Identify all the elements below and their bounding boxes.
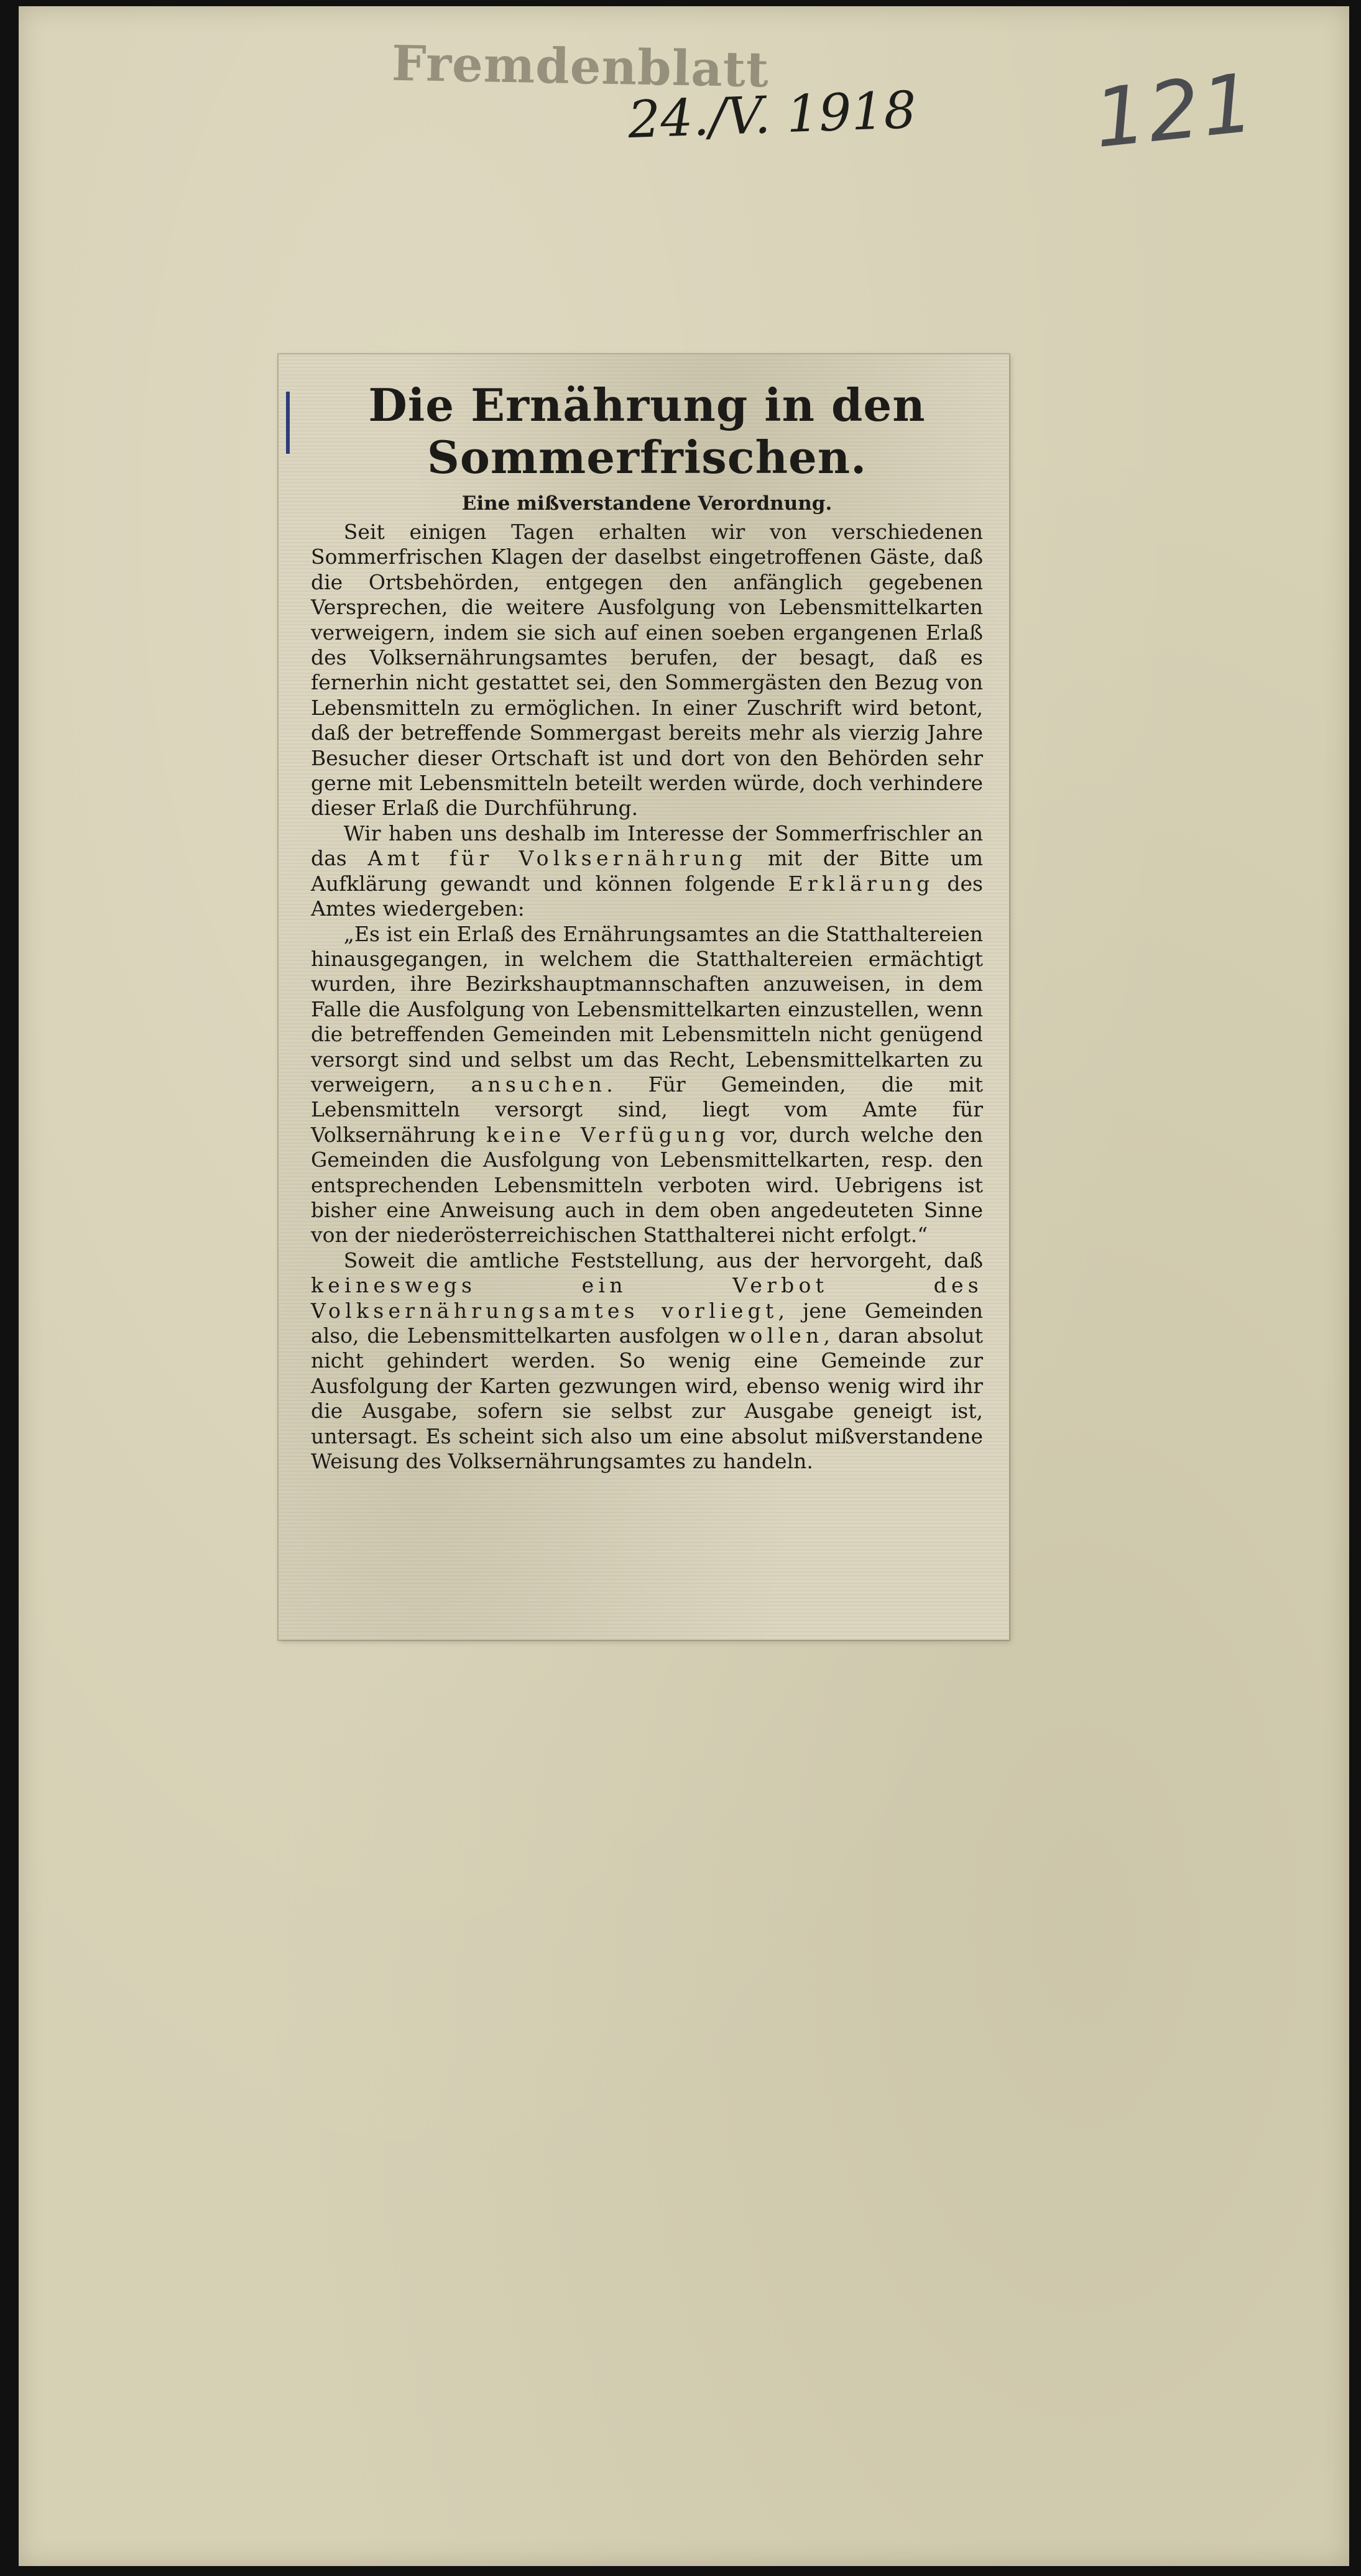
emphasis-text: ansuchen xyxy=(471,1072,607,1097)
article-paragraph xyxy=(311,1248,983,1474)
emphasis-text: keine Verfügung xyxy=(486,1122,730,1147)
article-subheadline: Eine mißverstandene Verordnung. xyxy=(461,492,833,515)
text-run: . Für Gemeinden, die mit Lebensmitteln versorgt sind, liegt vom Amte für Volksernährung xyxy=(311,1072,983,1147)
text-run: Wir haben uns deshalb im Interesse der Sommerfrischler an das xyxy=(311,821,983,871)
emphasis-text: keineswegs ein Verbot des Volksernährungsamtes vorliegt xyxy=(311,1273,983,1323)
text-run: vor, durch welche den Gemeinden die Ausfolgung von Lebensmittelkarten, resp. den entsprechenden Lebensmitteln verboten wird. Uebrigens ist bisher eine Anweisung auch in dem oben angedeuteten Sinne von der niederösterreichischen Statthalterei nicht erfolgt.“ xyxy=(311,1122,983,1248)
article-paragraph xyxy=(311,922,983,1248)
text-run: mit der Bitte um Aufklärung gewandt und können folgende xyxy=(311,846,983,896)
text-run: „Es ist ein Erlaß des Ernährungsamtes an die Statthaltereien hinausgegangen, in welchem die Statthaltereien ermächtigt wurden, ihre Bezirkshauptmannschaften anzuweisen, in dem Falle die Ausfolgung von Lebensmittelkarten einzustellen, wenn die betreffenden Gemeinden mit Lebensmitteln nicht genügend versorgt sind und selbst um das Recht, Lebensmittelkarten zu verweigern, xyxy=(311,921,983,1097)
text-run: , daran absolut nicht gehindert werden. So wenig eine Gemeinde zur Ausfolgung der Karten gezwungen wird, ebenso wenig wird ihr die Ausgabe, sofern sie selbst zur Ausgabe geneigt ist, untersagt. Es scheint sich also um eine absolut mißverstandene Weisung des Volksernährungsamtes zu handeln. xyxy=(311,1323,983,1474)
text-run: des Amtes wiedergeben: xyxy=(311,871,983,921)
archive-sheet xyxy=(19,6,1349,2566)
newspaper-stamp: Fremdenblatt xyxy=(391,35,770,99)
emphasis-text: wollen xyxy=(727,1323,824,1348)
text-run: Soweit die amtliche Feststellung, aus der hervorgeht, daß xyxy=(343,1248,983,1272)
text-run: , jene Gemeinden also, die Lebensmittelkarten ausfolgen xyxy=(311,1298,983,1348)
article-headline: Die Ernährung in den Sommerfrischen. xyxy=(368,379,926,484)
handwritten-date: 24./V. 1918 xyxy=(627,80,918,150)
emphasis-text: Amt für Volksernährung xyxy=(367,846,747,871)
newspaper-clipping xyxy=(279,354,1009,1640)
article-paragraph xyxy=(311,821,983,922)
emphasis-text: Erklärung xyxy=(788,871,934,896)
article-body xyxy=(311,520,983,1474)
article-paragraph: Seit einigen Tagen erhalten wir von verschiedenen Sommerfrischen Klagen der daselbst eingetroffenen Gäste, daß die Ortsbehörden, entgegen den anfänglich gegebenen Versprechen, die weitere Ausfolgung von Lebensmittelkarten verweigern, indem sie sich auf einen soeben ergangenen Erlaß des Volksernährungsamtes berufen, der besagt, daß es fernerhin nicht gestattet sei, den Sommergästen den Bezug von Lebensmitteln zu ermöglichen. In einer Zuschrift wird betont, daß der betreffende Sommergast bereits mehr als vierzig Jahre Besucher dieser Ortschaft ist und dort von den Behörden sehr gerne mit Lebensmitteln beteilt werden würde, doch verhindere dieser Erlaß die Durchführung. xyxy=(311,520,983,821)
folio-number: 121 xyxy=(1089,55,1261,167)
